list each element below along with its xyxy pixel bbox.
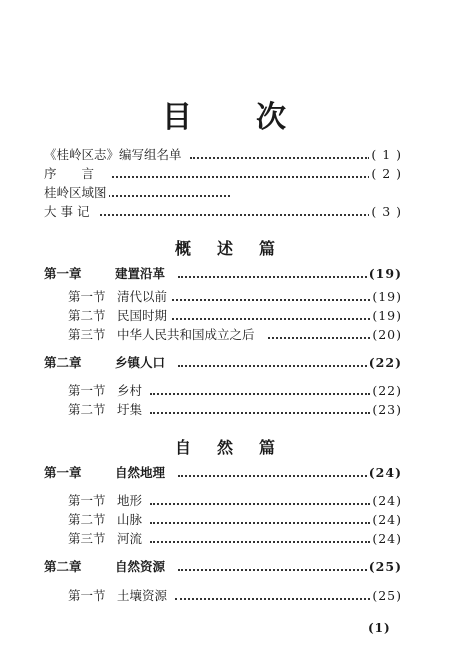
- section-number: 第三节: [68, 327, 106, 342]
- toc-section[interactable]: [0, 400, 450, 420]
- section-number: 第二节: [68, 402, 106, 417]
- toc-entry-page: (24): [370, 529, 402, 549]
- section-title: 土壤资源: [117, 586, 169, 606]
- section-title: 地形: [117, 491, 144, 511]
- chapter-title: 建置沿革: [115, 264, 167, 284]
- page-number: (1): [368, 621, 391, 635]
- section-number: 第三节: [68, 531, 106, 546]
- toc-entry-page: (19): [367, 264, 402, 284]
- leader-dots: [150, 541, 370, 543]
- toc-chapter[interactable]: [0, 557, 450, 577]
- leader-dots: [112, 176, 370, 178]
- toc-section[interactable]: [0, 491, 450, 511]
- leader-dots: [178, 475, 370, 477]
- chapter-title: 自然资源: [115, 557, 167, 577]
- section-number: 第一节: [68, 383, 106, 398]
- toc-entry-front-1[interactable]: [0, 145, 450, 165]
- toc-entry-page: (23): [370, 400, 402, 420]
- leader-dots: [150, 503, 370, 505]
- title-char-2: 次: [256, 100, 288, 135]
- toc-section[interactable]: [0, 287, 450, 307]
- toc-section[interactable]: [0, 306, 450, 326]
- section-title: 山脉: [117, 510, 144, 530]
- toc-entry-page: (25): [370, 586, 402, 606]
- leader-dots: [178, 569, 370, 571]
- leader-dots: [150, 393, 370, 395]
- toc-entry-page: (19): [370, 287, 402, 307]
- toc-chapter[interactable]: [0, 353, 450, 373]
- toc-entry-page: ( 1 ): [369, 145, 402, 165]
- toc-entry-page: (19): [370, 306, 402, 326]
- toc-section[interactable]: [0, 529, 450, 549]
- section-title: 中华人民共和国成立之后: [117, 325, 257, 345]
- section-number: 第二节: [68, 512, 106, 527]
- title-char-1: 目: [162, 100, 194, 135]
- section-title: 乡村: [117, 381, 144, 401]
- toc-entry-page: ( 2 ): [369, 164, 402, 184]
- section-number: 第二节: [68, 308, 106, 323]
- toc-entry-label: 大 事 记: [44, 202, 91, 222]
- section-number: 第一节: [68, 588, 106, 603]
- chapter-title: 自然地理: [115, 463, 167, 483]
- toc-section[interactable]: [0, 586, 450, 606]
- leader-dots: [175, 598, 370, 600]
- leader-dots: [178, 365, 370, 367]
- toc-section[interactable]: [0, 325, 450, 345]
- toc-entry-label: 序 言: [44, 164, 96, 184]
- leader-dots: [100, 214, 370, 216]
- chapter-number: 第二章: [44, 559, 82, 574]
- leader-dots: [172, 299, 370, 301]
- toc-entry-front-3[interactable]: [0, 183, 450, 203]
- section-heading-nature: 自然篇: [174, 438, 301, 457]
- chapter-number: 第一章: [44, 465, 82, 480]
- leader-dots: [190, 157, 370, 159]
- toc-entry-page: (20): [370, 325, 402, 345]
- section-heading-overview: 概述篇: [174, 239, 301, 258]
- toc-section[interactable]: [0, 510, 450, 530]
- toc-chapter[interactable]: [0, 264, 450, 284]
- toc-chapter[interactable]: [0, 463, 450, 483]
- section-title: 圩集: [117, 400, 144, 420]
- section-number: 第一节: [68, 289, 106, 304]
- toc-entry-label: 桂岭区域图: [44, 183, 109, 203]
- leader-dots: [172, 318, 370, 320]
- toc-entry-page: ( 3 ): [369, 202, 402, 222]
- leader-dots: [150, 412, 370, 414]
- section-title: 河流: [117, 529, 144, 549]
- toc-entry-page: (24): [370, 491, 402, 511]
- toc-entry-page: (22): [367, 353, 402, 373]
- chapter-number: 第二章: [44, 355, 82, 370]
- section-number: 第一节: [68, 493, 106, 508]
- chapter-title: 乡镇人口: [115, 353, 167, 373]
- leader-dots: [150, 522, 370, 524]
- leader-dots: [108, 195, 230, 197]
- toc-entry-front-2[interactable]: [0, 164, 450, 184]
- section-title: 清代以前: [117, 287, 169, 307]
- toc-entry-label: 《桂岭区志》编写组名单: [44, 145, 184, 165]
- toc-section[interactable]: [0, 381, 450, 401]
- leader-dots: [268, 337, 370, 339]
- toc-entry-front-4[interactable]: [0, 202, 450, 222]
- toc-entry-page: (22): [370, 381, 402, 401]
- section-title: 民国时期: [117, 306, 169, 326]
- chapter-number: 第一章: [44, 266, 82, 281]
- leader-dots: [178, 276, 370, 278]
- toc-entry-page: (25): [367, 557, 402, 577]
- toc-entry-page: (24): [370, 510, 402, 530]
- toc-entry-page: (24): [367, 463, 402, 483]
